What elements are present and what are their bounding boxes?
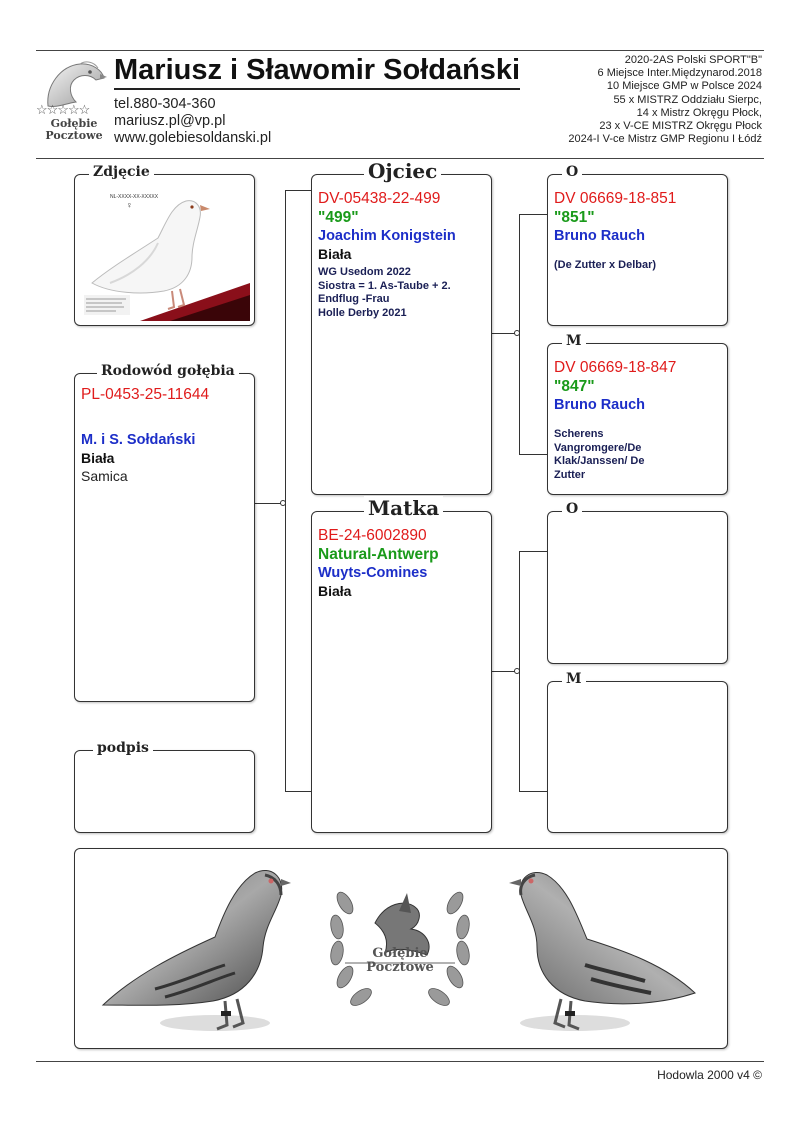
father-name: "499" bbox=[318, 209, 359, 226]
photo-box bbox=[74, 164, 255, 326]
logo-text bbox=[38, 118, 110, 142]
achievement-line: 14 x Mistrz Okręgu Płock, bbox=[636, 106, 762, 119]
mother-name: Natural-Antwerp bbox=[318, 546, 439, 563]
logo-text-line1: Gołębie bbox=[50, 117, 98, 130]
fm-ring: DV 06669-18-847 bbox=[554, 359, 677, 376]
grandfather-paternal-box bbox=[547, 164, 728, 326]
signature-box bbox=[74, 740, 255, 833]
banner-emblem-line1: Gołębie bbox=[372, 946, 428, 961]
fm-breeder: Bruno Rauch bbox=[554, 397, 646, 413]
mother-box bbox=[311, 496, 492, 833]
father-details bbox=[318, 189, 487, 320]
mm-legend: M bbox=[562, 671, 586, 687]
logo bbox=[36, 56, 108, 148]
white-pigeon-image bbox=[80, 183, 250, 321]
logo-stars: ☆☆☆☆☆ bbox=[36, 102, 90, 117]
website: www.golebiesoldanski.pl bbox=[114, 130, 272, 146]
ff-ring: DV 06669-18-851 bbox=[554, 190, 677, 207]
father-color: Biała bbox=[318, 246, 352, 262]
grandmother-paternal-box bbox=[547, 333, 728, 495]
fm-notes: Scherens Vangromgere/De Klak/Janssen/ De Zutter bbox=[554, 428, 645, 481]
contact-block bbox=[114, 96, 271, 147]
email: mariusz.pl@vp.pl bbox=[114, 113, 226, 129]
grandmother-maternal-box bbox=[547, 671, 728, 833]
pigeon-sex: Samica bbox=[81, 468, 128, 484]
grandfather-maternal-box bbox=[547, 501, 728, 664]
connector bbox=[285, 190, 286, 792]
female-symbol-icon: ♀ bbox=[126, 200, 133, 210]
pigeon-photo bbox=[80, 183, 250, 321]
fm-name: "847" bbox=[554, 378, 595, 395]
achievement-line: 2020-2AS Polski SPORT"B" bbox=[624, 54, 762, 66]
connector-node bbox=[280, 500, 286, 506]
achievement-line: 6 Miejsce Inter.Międzynarod.2018 bbox=[597, 67, 762, 80]
connector bbox=[519, 214, 548, 215]
ff-legend: O bbox=[562, 164, 582, 180]
mother-legend: Matka bbox=[364, 496, 443, 520]
pigeon-details bbox=[81, 385, 250, 485]
ff-breeder: Bruno Rauch bbox=[554, 228, 646, 244]
connector bbox=[285, 190, 312, 191]
ff-notes: (De Zutter x Delbar) bbox=[554, 259, 657, 271]
mother-color: Biała bbox=[318, 583, 352, 599]
father-box bbox=[311, 159, 492, 495]
footer-rule bbox=[36, 1061, 764, 1062]
ff-name: "851" bbox=[554, 209, 595, 226]
pigeon-box bbox=[74, 363, 255, 702]
fm-details bbox=[554, 358, 723, 482]
father-breeder: Joachim Konigstein bbox=[318, 228, 456, 244]
achievement-line: 2024-I V-ce Mistrz GMP Regionu I Łódź bbox=[568, 133, 762, 146]
connector bbox=[519, 551, 548, 552]
achievement-line: 23 x V-CE MISTRZ Okręgu Płock bbox=[599, 120, 762, 133]
mf-legend: O bbox=[562, 501, 582, 517]
signature-legend: podpis bbox=[93, 740, 153, 756]
father-notes: WG Usedom 2022 Siostra = 1. As-Taube + 2. Endflug -Frau Holle Derby 2021 bbox=[318, 266, 451, 319]
footer-text: Hodowla 2000 v4 © bbox=[657, 1068, 762, 1082]
father-legend: Ojciec bbox=[364, 159, 441, 183]
father-ring: DV-05438-22-499 bbox=[318, 190, 441, 207]
connector bbox=[285, 791, 312, 792]
ff-details bbox=[554, 189, 723, 273]
owner-name: Mariusz i Sławomir Sołdański bbox=[114, 54, 520, 90]
photo-caption: NL-XXXX-XX-XXXXX bbox=[110, 194, 159, 200]
phone: tel.880-304-360 bbox=[114, 96, 216, 112]
pigeon-legend: Rodowód gołębia bbox=[97, 363, 239, 379]
logo-text-line2: Pocztowe bbox=[45, 129, 103, 142]
right-pigeon-image bbox=[495, 855, 705, 1045]
left-pigeon-image bbox=[95, 855, 295, 1045]
connector bbox=[519, 454, 548, 455]
mother-details bbox=[318, 526, 487, 600]
connector bbox=[519, 791, 548, 792]
pigeon-color: Biała bbox=[81, 450, 115, 466]
achievements-list bbox=[568, 54, 762, 146]
pigeon-breeder: M. i S. Sołdański bbox=[81, 432, 196, 448]
mother-ring: BE-24-6002890 bbox=[318, 527, 427, 544]
achievement-line: 10 Miejsce GMP w Polsce 2024 bbox=[606, 80, 762, 93]
header-top-rule bbox=[36, 50, 764, 51]
fm-legend: M bbox=[562, 333, 586, 349]
achievement-line: 55 x MISTRZ Oddziału Sierpc, bbox=[613, 93, 762, 106]
connector-node bbox=[514, 668, 520, 674]
banner-emblem-line2: Pocztowe bbox=[366, 960, 434, 975]
banner-emblem-text bbox=[355, 947, 445, 975]
mother-breeder: Wuyts-Comines bbox=[318, 565, 428, 581]
banner-box bbox=[74, 848, 728, 1049]
photo-legend: Zdjęcie bbox=[89, 164, 154, 180]
pigeon-ring: PL-0453-25-11644 bbox=[81, 386, 210, 403]
connector-node bbox=[514, 330, 520, 336]
